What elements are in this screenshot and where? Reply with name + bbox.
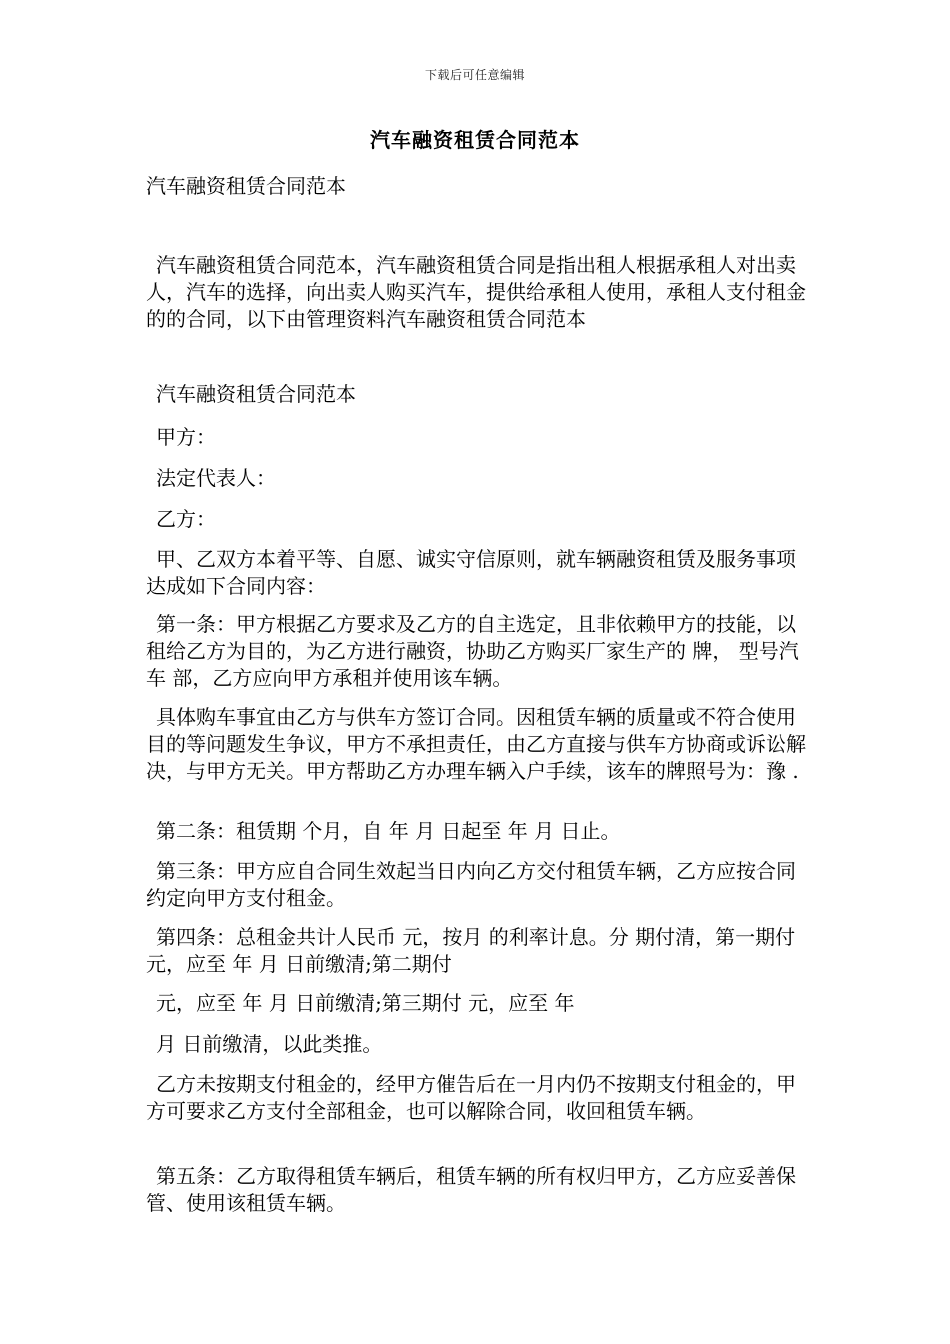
contract-heading: 汽车融资租赁合同范本 xyxy=(156,382,356,406)
legal-representative-line: 法定代表人： xyxy=(156,466,276,490)
clause-3: 第三条：甲方应自合同生效起当日内向乙方交付租赁车辆，乙方应按合同约定向甲方支付租金。 xyxy=(146,859,796,910)
clause-4-default-terms: 乙方未按期支付租金的，经甲方催告后在一月内仍不按期支付租金的，甲方可要求乙方支付全部租金，也可以解除合同，收回租赁车辆。 xyxy=(146,1072,796,1123)
clause-4: 第四条：总租金共计人民币 元，按月 的利率计息。分 期付清，第一期付 元，应至 年 月 日前缴清;第二期付 xyxy=(146,925,796,976)
clause-1-continued: 具体购车事宜由乙方与供车方签订合同。因租赁车辆的质量或不符合使用目的等问题发生争议，甲方不承担责任，由乙方直接与供车方协商或诉讼解决，与甲方无关。甲方帮助乙方办理车辆入户手续，该车的牌照号为：豫 . xyxy=(146,705,806,783)
intro-paragraph: 汽车融资租赁合同范本，汽车融资租赁合同是指出租人根据承租人对出卖人，汽车的选择，向出卖人购买汽车，提供给承租人使用，承租人支付租金的的合同，以下由管理资料汽车融资租赁合同范本 xyxy=(146,253,806,331)
party-a-line: 甲方： xyxy=(156,425,216,449)
document-title: 汽车融资租赁合同范本 xyxy=(370,128,580,152)
clause-4-continued-2: 月 日前缴清，以此类推。 xyxy=(156,1032,383,1056)
header-note: 下载后可任意编辑 xyxy=(424,68,525,82)
clause-5: 第五条：乙方取得租赁车辆后，租赁车辆的所有权归甲方，乙方应妥善保管、使用该租赁车辆。 xyxy=(146,1164,796,1215)
party-b-line: 乙方： xyxy=(156,507,216,531)
clause-4-continued-1: 元，应至 年 月 日前缴清;第三期付 元，应至 年 xyxy=(156,991,575,1015)
document-subtitle: 汽车融资租赁合同范本 xyxy=(146,174,346,198)
clause-1: 第一条：甲方根据乙方要求及乙方的自主选定，且非依赖甲方的技能，以租给乙方为目的，为乙方进行融资，协助乙方购买厂家生产的 牌， 型号汽车 部，乙方应向甲方承租并使用该车辆。 xyxy=(146,612,799,690)
clause-2: 第二条：租赁期 个月，自 年 月 日起至 年 月 日止。 xyxy=(156,819,621,843)
agreement-preamble: 甲、乙双方本着平等、自愿、诚实守信原则，就车辆融资租赁及服务事项达成如下合同内容： xyxy=(146,547,796,598)
